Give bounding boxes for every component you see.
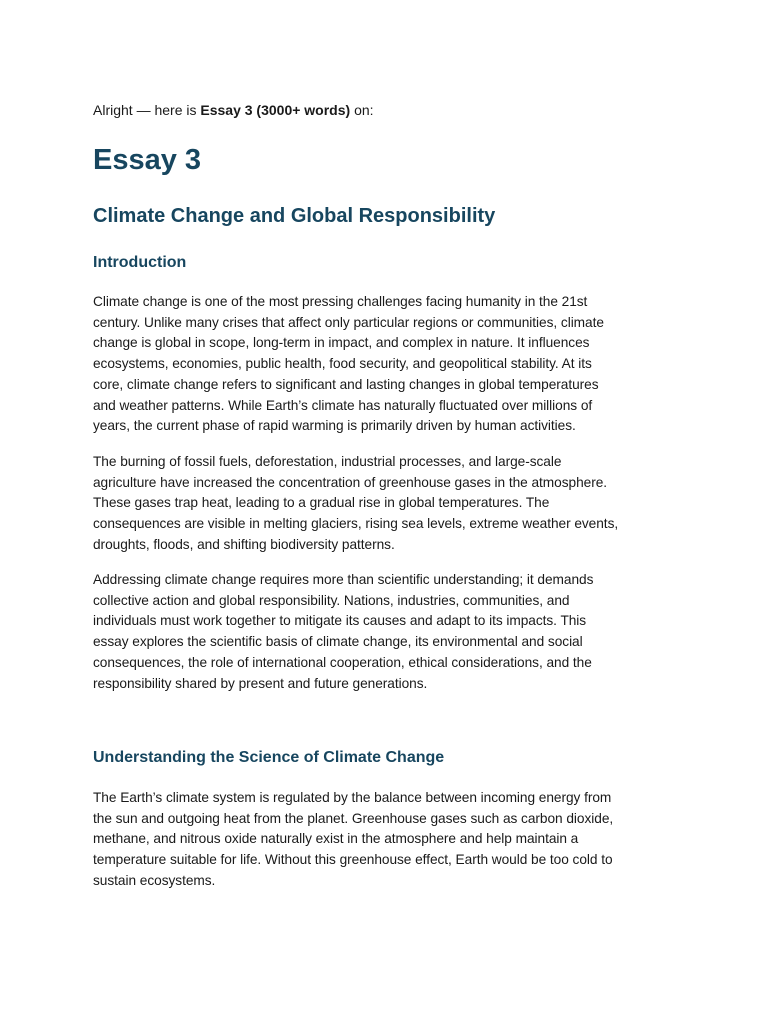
text-line: responsibility shared by present and future generations. — [93, 675, 428, 691]
text-line: temperature suitable for life. Without this greenhouse effect, Earth would be too cold to — [93, 852, 613, 868]
text-line: collective action and global responsibility. Nations, industries, communities, and — [93, 592, 570, 608]
intro-line — [93, 101, 374, 119]
section-heading-introduction: Introduction — [93, 254, 187, 271]
text-line: methane, and nitrous oxide naturally exist in the atmosphere and help maintain a — [93, 831, 579, 847]
text-line: Climate change is one of the most pressing challenges facing humanity in the 21st — [93, 294, 588, 309]
text-line: consequences are visible in melting glaciers, rising sea levels, extreme weather events, — [93, 516, 619, 532]
text-line: individuals must work together to mitigate its causes and adapt to its impacts. This — [93, 613, 587, 629]
text-line: century. Unlike many crises that affect only particular regions or communities, climate — [93, 314, 604, 330]
paragraph — [93, 570, 683, 694]
paragraph — [93, 452, 683, 556]
text-line: The Earth’s climate system is regulated by the balance between incoming energy from — [93, 790, 612, 805]
section-heading-science: Understanding the Science of Climate Change — [93, 749, 445, 766]
paragraph — [93, 788, 683, 892]
text-line: sustain ecosystems. — [93, 872, 216, 888]
text-line: ecosystems, economies, public health, food security, and geopolitical stability. At its — [93, 356, 592, 372]
text-line: and weather patterns. While Earth’s climate has naturally fluctuated over millions of — [93, 397, 593, 413]
text-line: droughts, floods, and shifting biodiversity patterns. — [93, 536, 395, 552]
essay-subtitle: Climate Change and Global Responsibility — [93, 205, 496, 227]
text-line: The burning of fossil fuels, deforestation, industrial processes, and large-scale — [93, 454, 562, 469]
paragraph — [93, 292, 683, 437]
text-line: essay explores the scientific basis of climate change, its environmental and social — [93, 634, 583, 650]
text-line: Addressing climate change requires more than scientific understanding; it demands — [93, 572, 594, 587]
intro-prefix: Alright — here is — [93, 102, 201, 118]
intro-suffix: on: — [350, 102, 374, 118]
text-line: agriculture have increased the concentration of greenhouse gases in the atmosphere. — [93, 474, 608, 490]
text-line: change is global in scope, long-term in impact, and complex in nature. It influences — [93, 335, 590, 351]
text-line: core, climate change refers to significant and lasting changes in global temperatures — [93, 376, 599, 392]
text-line: the sun and outgoing heat from the planet. Greenhouse gases such as carbon dioxide, — [93, 810, 614, 826]
intro-bold: Essay 3 (3000+ words) — [200, 102, 351, 118]
essay-title: Essay 3 — [93, 144, 202, 176]
text-line: years, the current phase of rapid warming is primarily driven by human activities. — [93, 418, 576, 434]
text-line: These gases trap heat, leading to a gradual rise in global temperatures. The — [93, 495, 550, 511]
text-line: consequences, the role of international cooperation, ethical considerations, and the — [93, 654, 592, 670]
